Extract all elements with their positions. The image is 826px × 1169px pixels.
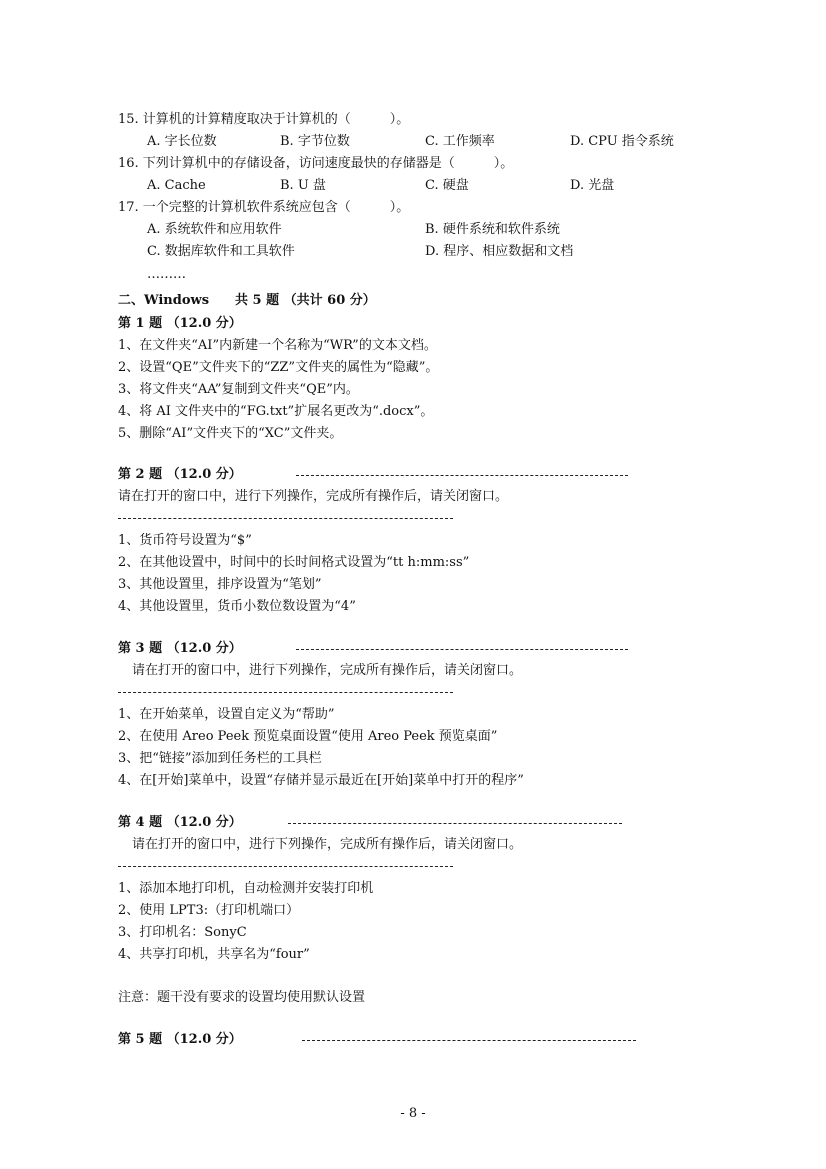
- question-4-header: 第 4 题 （12.0 分）: [118, 815, 242, 830]
- dashed-separator: [118, 518, 453, 519]
- question-15-option-b: B. 字节位数: [280, 134, 350, 149]
- question-3-instruction: 请在打开的窗口中，进行下列操作，完成所有操作后，请关闭窗口。: [132, 663, 523, 678]
- question-1-item: 4、将 AI 文件夹中的“FG.txt”扩展名更改为“.docx”。: [118, 404, 434, 419]
- dashed-separator: [296, 649, 628, 650]
- question-4-instruction: 请在打开的窗口中，进行下列操作，完成所有操作后，请关闭窗口。: [132, 837, 523, 852]
- dashed-separator: [118, 692, 453, 693]
- question-1-item: 5、删除“AI”文件夹下的“XC”文件夹。: [118, 426, 343, 441]
- question-3-item: 4、在[开始]菜单中，设置“存储并显示最近在[开始]菜单中打开的程序”: [118, 773, 524, 788]
- question-1-item: 2、设置“QE”文件夹下的“ZZ”文件夹的属性为“隐藏”。: [118, 360, 439, 375]
- question-17-stem: 17. 一个完整的计算机软件系统应包含（ ）。: [118, 200, 410, 215]
- dashed-separator: [288, 823, 622, 824]
- question-1-item: 3、将文件夹“AA”复制到文件夹“QE”内。: [118, 382, 359, 397]
- question-17-option-a: A. 系统软件和应用软件: [147, 222, 282, 237]
- question-15-option-a: A. 字长位数: [147, 134, 217, 149]
- question-2-item: 1、货币符号设置为“$”: [118, 533, 252, 548]
- dashed-separator: [296, 475, 628, 476]
- question-4-item: 1、添加本地打印机，自动检测并安装打印机: [118, 881, 374, 896]
- question-2-item: 3、其他设置里，排序设置为“笔划”: [118, 577, 322, 592]
- question-2-item: 4、其他设置里，货币小数位数设置为“4”: [118, 599, 356, 614]
- question-15-option-d: D. CPU 指令系统: [570, 134, 674, 149]
- question-3-item: 1、在开始菜单，设置自定义为“帮助”: [118, 707, 335, 722]
- question-17-option-c: C. 数据库软件和工具软件: [147, 244, 295, 259]
- question-1-item: 1、在文件夹“AI”内新建一个名称为“WR”的文本文档。: [118, 338, 437, 353]
- dashed-separator: [118, 866, 453, 867]
- question-16-stem: 16. 下列计算机中的存储设备，访问速度最快的存储器是（ ）。: [118, 156, 514, 171]
- question-2-header: 第 2 题 （12.0 分）: [118, 467, 242, 482]
- question-17-option-d: D. 程序、相应数据和文档: [425, 244, 574, 259]
- section-title: 二、Windows 共 5 题 （共计 60 分）: [118, 293, 376, 308]
- question-3-item: 2、在使用 Areo Peek 预览桌面设置“使用 Areo Peek 预览桌面”: [118, 729, 498, 744]
- question-16-option-d: D. 光盘: [570, 178, 615, 193]
- question-5-header: 第 5 题 （12.0 分）: [118, 1032, 242, 1047]
- question-1-header: 第 1 题 （12.0 分）: [118, 316, 242, 331]
- question-2-item: 2、在其他设置中，时间中的长时间格式设置为“tt h:mm:ss”: [118, 555, 470, 570]
- question-15-option-c: C. 工作频率: [425, 134, 495, 149]
- question-3-header: 第 3 题 （12.0 分）: [118, 641, 242, 656]
- question-3-item: 3、把“链接”添加到任务栏的工具栏: [118, 751, 322, 766]
- question-17-option-b: B. 硬件系统和软件系统: [425, 222, 560, 237]
- dashed-separator: [302, 1040, 636, 1041]
- question-4-item: 4、共享打印机，共享名为“four”: [118, 947, 310, 962]
- question-16-option-a: A. Cache: [147, 178, 206, 193]
- question-4-item: 3、打印机名：SonyC: [118, 925, 247, 940]
- question-4-note: 注意：题干没有要求的设置均使用默认设置: [118, 990, 366, 1005]
- question-2-instruction: 请在打开的窗口中，进行下列操作，完成所有操作后，请关闭窗口。: [118, 489, 509, 504]
- ellipsis: ………: [147, 267, 186, 282]
- page-number: - 8 -: [400, 1106, 426, 1121]
- question-4-item: 2、使用 LPT3:（打印机端口）: [118, 903, 300, 918]
- question-15-stem: 15. 计算机的计算精度取决于计算机的（ ）。: [118, 112, 410, 127]
- question-16-option-b: B. U 盘: [280, 178, 326, 193]
- question-16-option-c: C. 硬盘: [425, 178, 469, 193]
